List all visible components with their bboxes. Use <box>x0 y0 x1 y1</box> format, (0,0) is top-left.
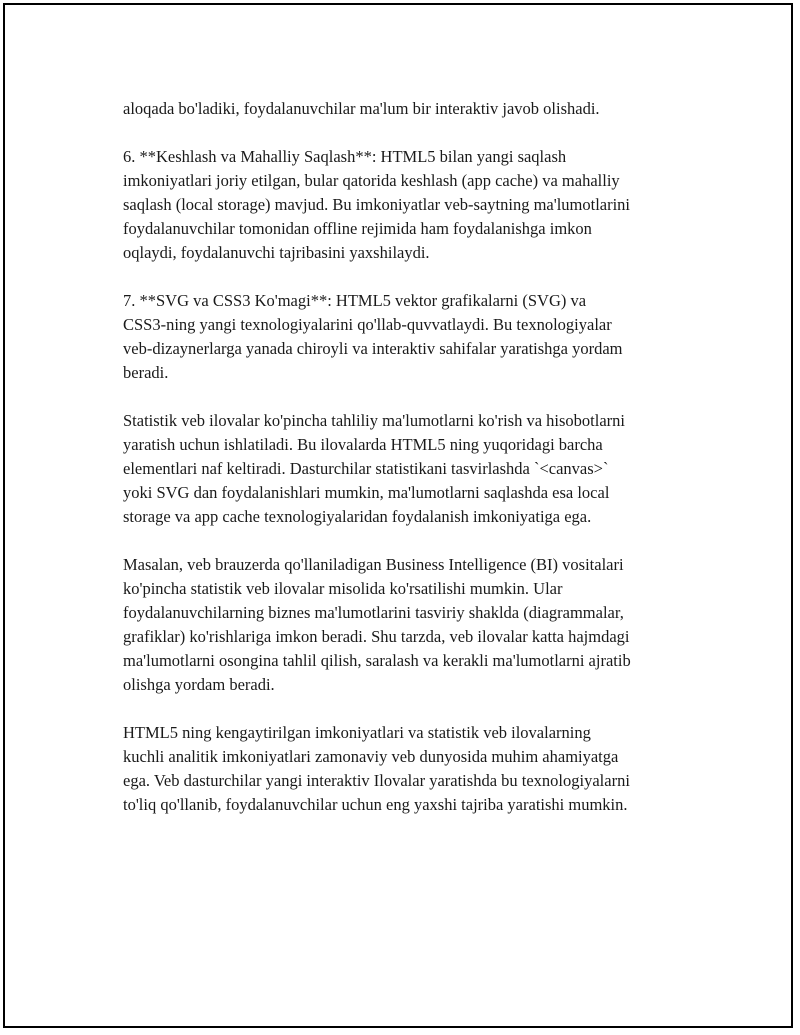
paragraph-interactive-continuation <box>123 97 703 121</box>
text-line: elementlari naf keltiradi. Dasturchilar statistikani tasvirlashda `<canvas>` <box>123 459 609 478</box>
text-line: ma'lumotlarni osongina tahlil qilish, saralash va kerakli ma'lumotlarni ajratib <box>123 651 631 670</box>
text-line: olishga yordam beradi. <box>123 675 275 694</box>
text-line: storage va app cache texnologiyalaridan foydalanish imkoniyatiga ega. <box>123 507 592 526</box>
text-line: ega. Veb dasturchilar yangi interaktiv Ilovalar yaratishda bu texnologiyalarni <box>123 771 630 790</box>
text-line: Masalan, veb brauzerda qo'llaniladigan Business Intelligence (BI) vositalari <box>123 555 624 574</box>
paragraph-statistical-apps <box>123 409 703 529</box>
text-line: saqlash (local storage) mavjud. Bu imkoniyatlar veb-saytning ma'lumotlarini <box>123 195 631 214</box>
text-line: aloqada bo'ladiki, foydalanuvchilar ma'lum bir interaktiv javob olishadi. <box>123 99 600 118</box>
text-line: Statistik veb ilovalar ko'pincha tahliliy ma'lumotlarni ko'rish va hisobotlarni <box>123 411 626 430</box>
text-line: oqlaydi, foydalanuvchi tajribasini yaxshilaydi. <box>123 243 430 262</box>
page-frame <box>3 3 793 1028</box>
text-line: ko'pincha statistik veb ilovalar misolida ko'rsatilishi mumkin. Ular <box>123 579 563 598</box>
text-line: 7. **SVG va CSS3 Ko'magi**: HTML5 vektor grafikalarni (SVG) va <box>123 291 587 310</box>
text-line: HTML5 ning kengaytirilgan imkoniyatlari va statistik veb ilovalarning <box>123 723 591 742</box>
text-line: CSS3-ning yangi texnologiyalarini qo'llab-quvvatlaydi. Bu texnologiyalar <box>123 315 612 334</box>
text-line: beradi. <box>123 363 169 382</box>
text-line: veb-dizaynerlarga yanada chiroyli va interaktiv sahifalar yaratishga yordam <box>123 339 623 358</box>
text-line: to'liq qo'llanib, foydalanuvchilar uchun eng yaxshi tajriba yaratishi mumkin. <box>123 795 628 814</box>
document-body <box>123 97 703 841</box>
text-line: imkoniyatlari joriy etilgan, bular qatorida keshlash (app cache) va mahalliy <box>123 171 620 190</box>
paragraph-svg-css3 <box>123 289 703 385</box>
text-line: yaratish uchun ishlatiladi. Bu ilovalarda HTML5 ning yuqoridagi barcha <box>123 435 603 454</box>
paragraph-bi-tools <box>123 553 703 697</box>
paragraph-caching-storage <box>123 145 703 265</box>
paragraph-conclusion <box>123 721 703 817</box>
text-line: kuchli analitik imkoniyatlari zamonaviy veb dunyosida muhim ahamiyatga <box>123 747 619 766</box>
text-line: foydalanuvchilar tomonidan offline rejimida ham foydalanishga imkon <box>123 219 592 238</box>
text-line: 6. **Keshlash va Mahalliy Saqlash**: HTML5 bilan yangi saqlash <box>123 147 567 166</box>
text-line: foydalanuvchilarning biznes ma'lumotlarini tasviriy shaklda (diagrammalar, <box>123 603 624 622</box>
text-line: grafiklar) ko'rishlariga imkon beradi. Shu tarzda, veb ilovalar katta hajmdagi <box>123 627 630 646</box>
text-line: yoki SVG dan foydalanishlari mumkin, ma'lumotlarni saqlashda esa local <box>123 483 610 502</box>
